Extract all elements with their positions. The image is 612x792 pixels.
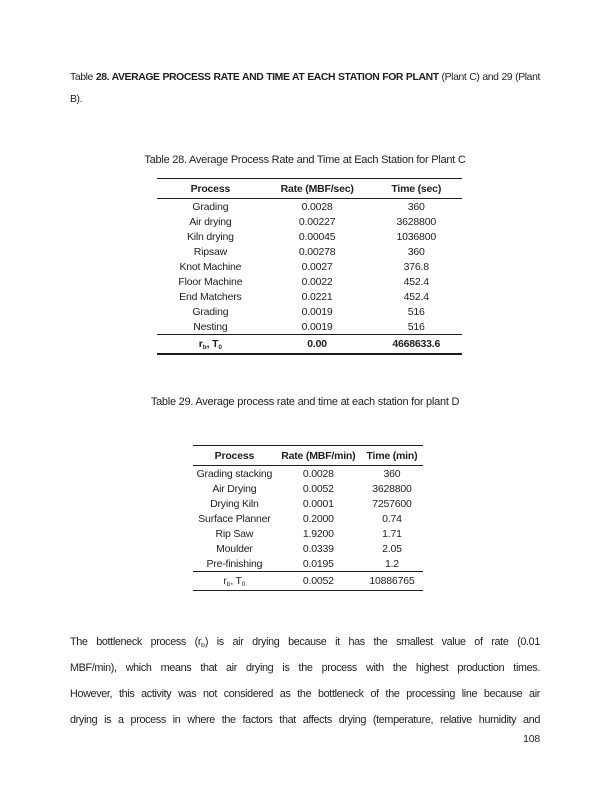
table29-body bbox=[193, 466, 423, 572]
table29-totals bbox=[193, 572, 423, 591]
total-time-value: 4668633.6 bbox=[371, 335, 463, 354]
table-cell: Grading bbox=[192, 200, 229, 213]
table-cell: 0.0022 bbox=[301, 275, 333, 288]
paragraph-line-3: However, this activity was not considered as the bottleneck of the processing line because air bbox=[70, 688, 540, 700]
page-number: 108 bbox=[523, 733, 540, 745]
table-header-row bbox=[193, 446, 423, 466]
table-cell: 0.0028 bbox=[302, 467, 334, 480]
table-cell: 7257600 bbox=[372, 497, 412, 510]
t0-symbol: , T bbox=[206, 337, 219, 350]
table-cell: Air Drying bbox=[212, 482, 257, 495]
table-cell: End Matchers bbox=[179, 290, 242, 303]
page-heading bbox=[70, 67, 540, 111]
total-rate-value: 0.00 bbox=[264, 335, 371, 354]
table-cell: 0.00045 bbox=[298, 230, 336, 243]
table-total-row bbox=[157, 335, 462, 354]
table-total-row bbox=[193, 572, 423, 591]
table-row bbox=[157, 244, 462, 259]
table-cell: 0.2000 bbox=[302, 512, 334, 525]
table-cell: Ripsaw bbox=[193, 245, 227, 258]
table-row bbox=[157, 259, 462, 274]
column-header-process: Process bbox=[193, 446, 276, 466]
table-cell: 1.9200 bbox=[302, 527, 334, 540]
column-header-process: Process bbox=[157, 179, 264, 199]
table-cell: 452.4 bbox=[403, 290, 429, 303]
table-cell: 0.0221 bbox=[301, 290, 333, 303]
table-row bbox=[193, 496, 423, 511]
table-row bbox=[193, 541, 423, 556]
rb-subscript: b bbox=[201, 642, 205, 649]
table-cell: 0.0195 bbox=[302, 557, 334, 570]
line1-text: The bottleneck process (r bbox=[70, 636, 202, 648]
table-row bbox=[157, 304, 462, 319]
column-header-rate: Rate (MBF/min) bbox=[276, 446, 361, 466]
table28-totals bbox=[157, 335, 462, 354]
table-cell: Knot Machine bbox=[179, 260, 242, 273]
table29-header bbox=[193, 446, 423, 466]
table-row bbox=[157, 319, 462, 335]
table-cell: Grading stacking bbox=[196, 467, 273, 480]
table-cell: Rip Saw bbox=[215, 527, 254, 540]
column-header-rate: Rate (MBF/sec) bbox=[264, 179, 371, 199]
table-row bbox=[157, 199, 462, 215]
table-row bbox=[157, 229, 462, 244]
body-paragraph bbox=[70, 629, 540, 733]
table28-process-rate-plant-c bbox=[157, 178, 462, 355]
column-header-time: Time (min) bbox=[361, 446, 423, 466]
table-cell: 0.74 bbox=[382, 512, 402, 525]
heading-plant-b: (Plant B). bbox=[70, 72, 540, 105]
t0-subscript: 0 bbox=[218, 343, 222, 351]
column-header-time: Time (sec) bbox=[371, 179, 463, 199]
table29-caption: Table 29. Average process rate and time at each station for plant D bbox=[150, 396, 460, 408]
table-cell: 0.0052 bbox=[302, 482, 334, 495]
table-row bbox=[157, 274, 462, 289]
table-cell: 0.0339 bbox=[302, 542, 334, 555]
table-cell: Grading bbox=[192, 305, 229, 318]
table-cell: 0.0001 bbox=[302, 497, 334, 510]
table-cell: 3628800 bbox=[372, 482, 412, 495]
table28-caption: Table 28. Average Process Rate and Time at Each Station for Plant C bbox=[144, 154, 466, 166]
heading-bold-title: 28. AVERAGE PROCESS RATE AND TIME AT EACH STATION FOR PLANT bbox=[95, 72, 439, 83]
table-cell: 516 bbox=[407, 305, 425, 318]
total-time-value: 10886765 bbox=[361, 572, 423, 591]
table-cell: Nesting bbox=[193, 320, 228, 333]
table-cell: 1.71 bbox=[382, 527, 402, 540]
table-cell: 452.4 bbox=[403, 275, 429, 288]
total-label bbox=[157, 335, 264, 354]
table-row bbox=[193, 526, 423, 541]
paragraph-line-1 bbox=[70, 629, 540, 655]
table29-process-rate-plant-d bbox=[193, 445, 423, 591]
table-cell: 376.8 bbox=[403, 260, 429, 273]
table28-header bbox=[157, 179, 462, 199]
heading-suffix: (Plant C) and 29 bbox=[438, 72, 516, 83]
rb-symbol: r bbox=[223, 574, 227, 587]
rb-symbol: r bbox=[198, 337, 203, 350]
line1-text: ) is air drying because it has the smallest value of rate (0.01 bbox=[204, 636, 540, 648]
table28-body bbox=[157, 199, 462, 335]
table-cell: 3628800 bbox=[396, 215, 436, 228]
table-cell: Moulder bbox=[216, 542, 253, 555]
table-row bbox=[157, 214, 462, 229]
t0-symbol: , T bbox=[230, 574, 242, 587]
table-cell: 516 bbox=[407, 320, 425, 333]
table-cell: 360 bbox=[383, 467, 401, 480]
table-cell: 0.0028 bbox=[301, 200, 333, 213]
table-row bbox=[193, 511, 423, 526]
table-row bbox=[157, 289, 462, 304]
table-cell: Surface Planner bbox=[198, 512, 271, 525]
table-cell: Floor Machine bbox=[178, 275, 243, 288]
table-cell: 0.00227 bbox=[298, 215, 336, 228]
table-row bbox=[193, 466, 423, 482]
table-cell: 2.05 bbox=[382, 542, 402, 555]
paragraph-line-4: drying is a process in where the factors that affects drying (temperature, relative humidity and bbox=[70, 714, 540, 726]
table-cell: 1036800 bbox=[396, 230, 436, 243]
rb-subscript: b bbox=[226, 580, 231, 588]
table-cell: 360 bbox=[407, 245, 425, 258]
table-cell: 360 bbox=[407, 200, 425, 213]
table-cell: Pre-finishing bbox=[206, 557, 263, 570]
heading-prefix: Table bbox=[70, 72, 96, 83]
table-cell: Kiln drying bbox=[186, 230, 234, 243]
rb-subscript: b bbox=[202, 343, 207, 351]
total-rate-value: 0.0052 bbox=[276, 572, 361, 591]
t0-subscript: 0 bbox=[241, 580, 246, 588]
table-cell: 0.00278 bbox=[298, 245, 336, 258]
total-label bbox=[193, 572, 276, 591]
table-cell: 0.0019 bbox=[301, 320, 333, 333]
paragraph-line-2: MBF/min), which means that air drying is the process with the highest production times. bbox=[70, 662, 540, 674]
table-cell: 0.0019 bbox=[301, 305, 333, 318]
table-row bbox=[193, 481, 423, 496]
table-row bbox=[193, 556, 423, 572]
table-header-row bbox=[157, 179, 462, 199]
table-cell: 0.0027 bbox=[301, 260, 333, 273]
table-cell: Air drying bbox=[189, 215, 232, 228]
table-cell: Drying Kiln bbox=[210, 497, 259, 510]
table-cell: 1.2 bbox=[384, 557, 399, 570]
